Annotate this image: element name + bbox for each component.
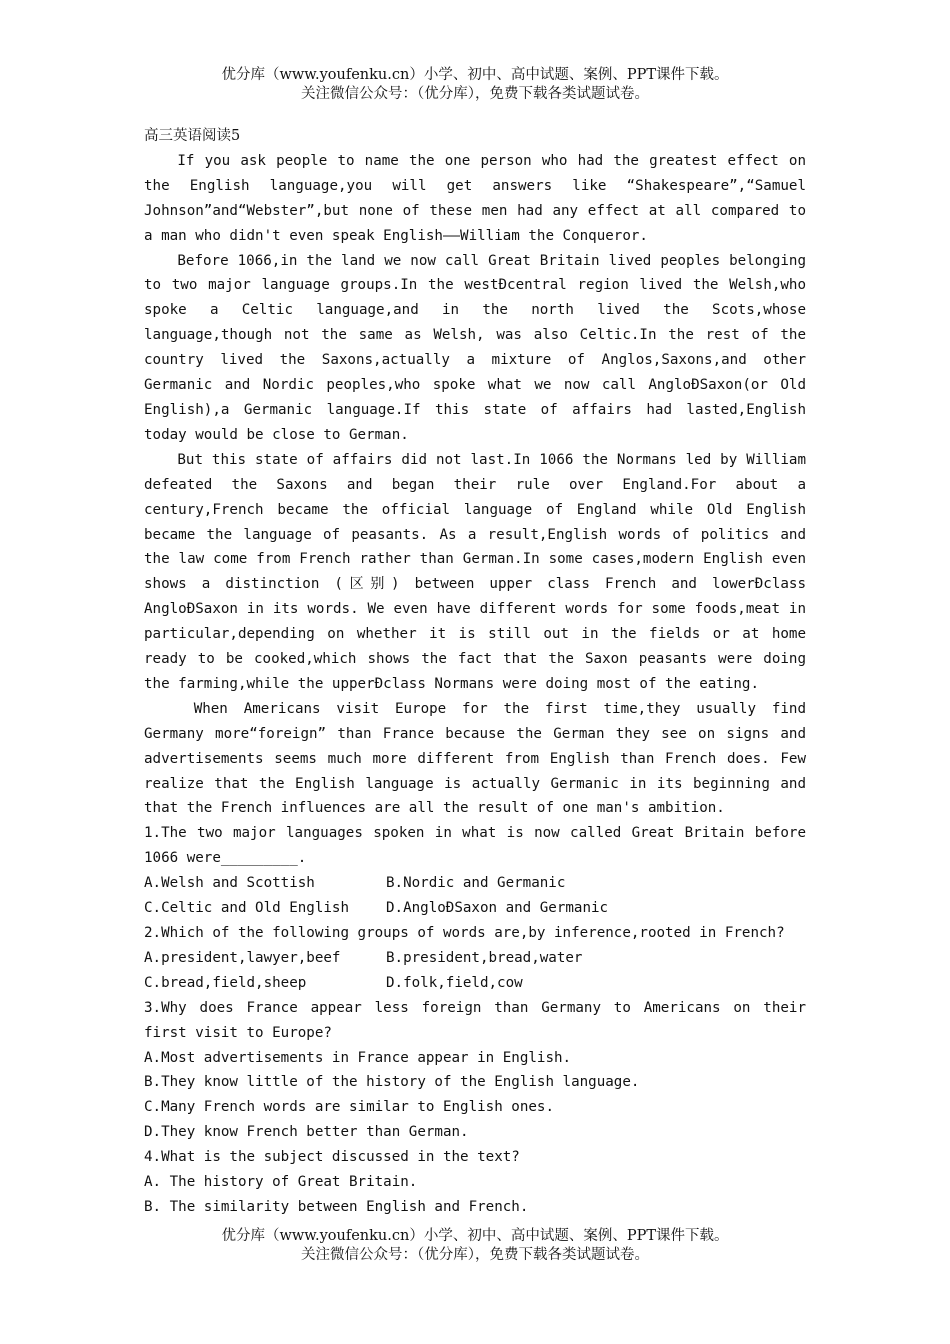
page-header: [0, 66, 950, 104]
question-2-option-a: A.president,lawyer,beef: [144, 949, 341, 966]
paragraph-1: If you ask people to name the one person who had the greatest effect on the English language,you will get answers like “Shakespeare”,“Samuel Johnson”and“Webster”,but none of these men had any effect at all compared to a man who didn't even speak English——William the Conqueror.: [144, 152, 806, 244]
question-1-stem: 1.The two major languages spoken in what is now called Great Britain before 1066 were_________.: [144, 825, 806, 867]
header-line-2: 关注微信公众号：（优分库），免费下载各类试题试卷。: [301, 86, 649, 102]
question-1-option-b: B.Nordic and Germanic: [386, 875, 566, 892]
question-1-options-row-2: [144, 896, 806, 921]
question-2-stem: 2.Which of the following groups of words are,by inference,rooted in French?: [144, 925, 785, 941]
question-2-option-b: B.president,bread,water: [386, 949, 583, 966]
page-footer: [0, 1227, 950, 1265]
question-1-option-c: C.Celtic and Old English: [144, 900, 349, 917]
paragraph-4: When Americans visit Europe for the first time,they usually find Germany more“foreign” than France because the German they see on signs and advertisements seems much more different from English than French does. Few realize that the English language is actually Germanic in its beginning and that the French influences are all the result of one man's ambition.: [144, 700, 806, 817]
question-4-option-b: B. The similarity between English and French.: [144, 1198, 529, 1215]
paragraph-3: But this state of affairs did not last.In 1066 the Normans led by William defeated the Saxons and began their rule over England.For about a century,French became the official language of England while Old English became the language of peasants. As a result,English words of politics and the law come from French rather than German.In some cases,modern English even shows a distinction (区别) between upper class French and lowerÐclass AngloÐSaxon in its words. We even have different words for some foods,meat in particular,depending on whether it is still out in the fields or at home ready to be cooked,which shows the fact that the Saxon peasants were doing the farming,while the upperÐclass Normans were doing most of the eating.: [144, 451, 806, 692]
question-3-option-a: A.Most advertisements in France appear in English.: [144, 1049, 572, 1066]
question-1-option-d: D.AngloÐSaxon and Germanic: [386, 900, 609, 917]
document-title: 高三英语阅读5: [144, 128, 241, 144]
question-4-stem: 4.What is the subject discussed in the text?: [144, 1149, 520, 1166]
question-1-options-row-1: [144, 871, 806, 896]
question-4-option-a: A. The history of Great Britain.: [144, 1174, 418, 1191]
question-3-option-c: C.Many French words are similar to English ones.: [144, 1099, 554, 1116]
question-2-options-row-2: [144, 971, 806, 996]
question-3-stem: 3.Why does France appear less foreign than Germany to Americans on their first visit to Europe?: [144, 999, 806, 1041]
header-line-1: 优分库（www.youfenku.cn）小学、初中、高中试题、案例、PPT课件下载。: [221, 67, 729, 83]
question-2-option-c: C.bread,field,sheep: [144, 974, 307, 991]
footer-line-1: 优分库（www.youfenku.cn）小学、初中、高中试题、案例、PPT课件下载。: [221, 1228, 729, 1244]
document-body: [144, 124, 806, 1220]
question-2-option-d: D.folk,field,cow: [386, 974, 523, 991]
footer-line-2: 关注微信公众号：（优分库），免费下载各类试题试卷。: [301, 1247, 649, 1263]
question-3-option-b: B.They know little of the history of the English language.: [144, 1074, 640, 1091]
question-2-options-row-1: [144, 946, 806, 971]
question-3-option-d: D.They know French better than German.: [144, 1124, 469, 1141]
question-1-option-a: A.Welsh and Scottish: [144, 875, 315, 892]
paragraph-2: Before 1066,in the land we now call Great Britain lived peoples belonging to two major language groups.In the westÐcentral region lived the Welsh,who spoke a Celtic language,and in the north lived the Scots,whose language,though not the same as Welsh, was also Celtic.In the rest of the country lived the Saxons,actually a mixture of Anglos,Saxons,and other Germanic and Nordic peoples,who spoke what we now call AngloÐSaxon(or Old English),a Germanic language.If this state of affairs had lasted,English today would be close to German.: [144, 252, 806, 443]
